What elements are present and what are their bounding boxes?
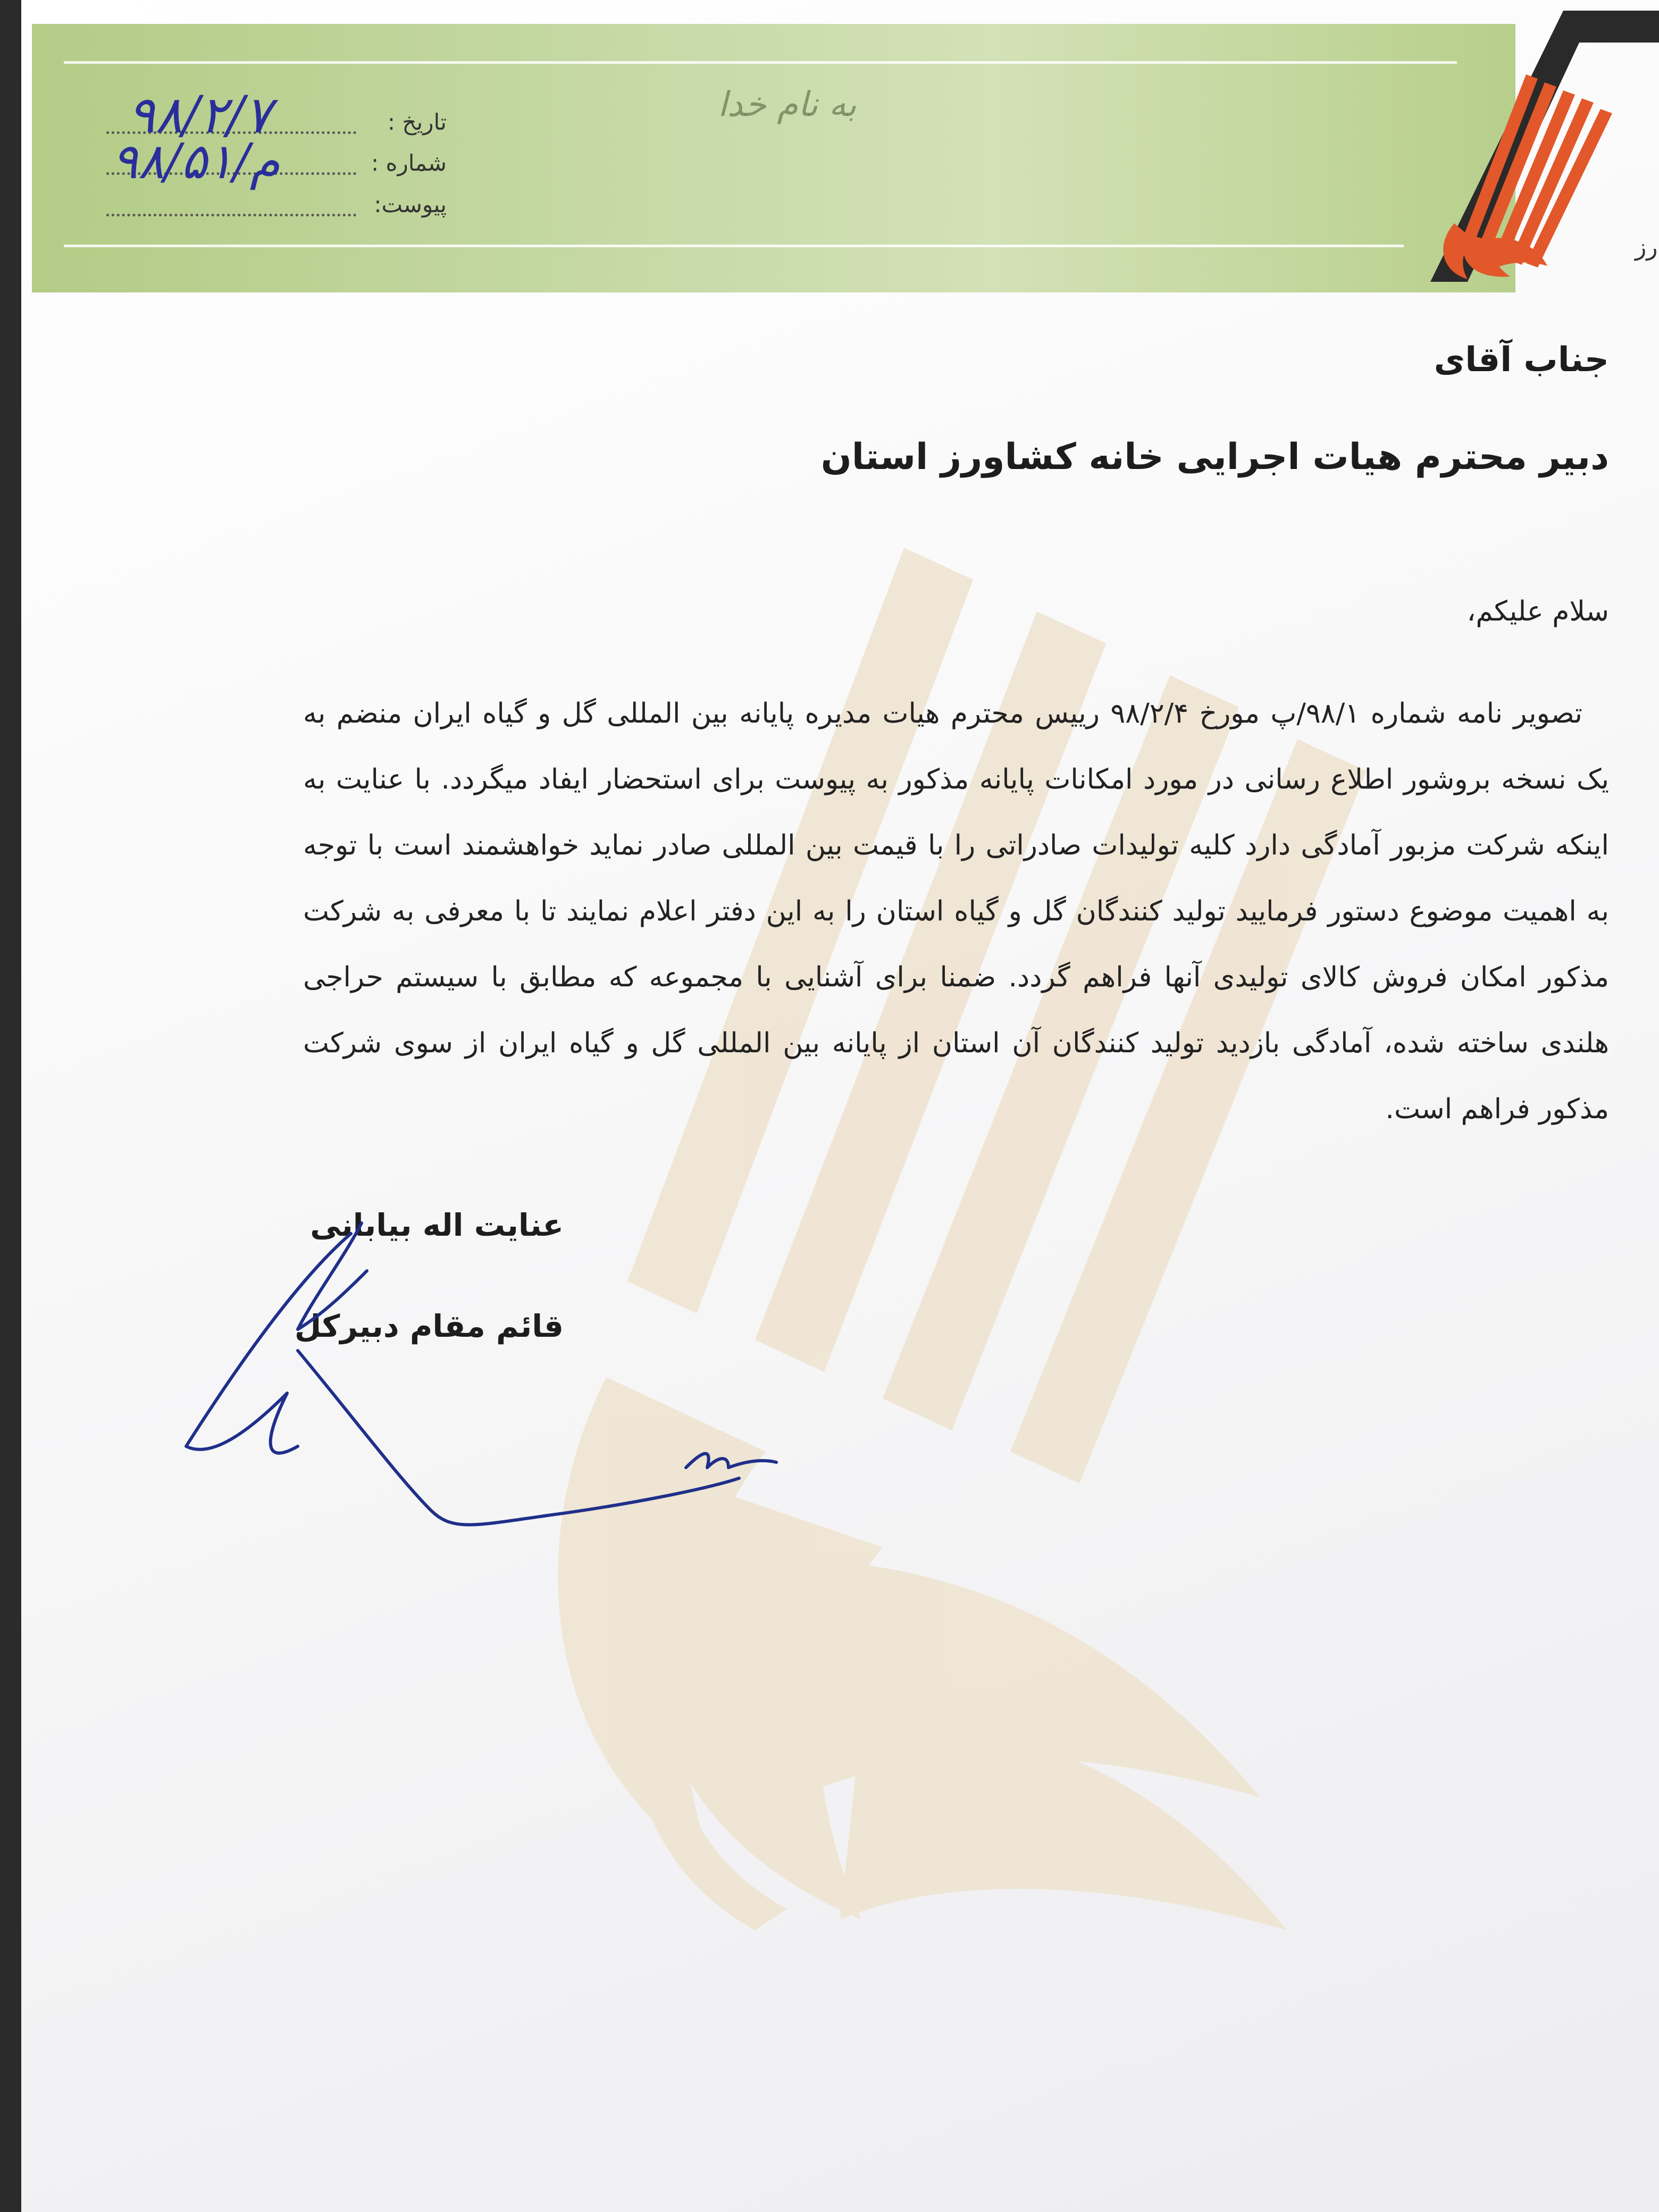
signatory-title: قائم مقام دبیرکل [294, 1308, 564, 1344]
header-divider-top [64, 61, 1457, 64]
attachment-label: پیوست: [374, 191, 447, 217]
date-label: تاریخ : [387, 109, 447, 135]
signatory-name: عنایت اله بیابانی [310, 1207, 564, 1243]
bismillah: به نام خدا [718, 85, 857, 124]
addressee-title: دبیر محترم هیات اجرایی خانه کشاورز استان [820, 436, 1609, 478]
logo-edge-text: رز [1635, 234, 1658, 261]
attachment-field [106, 191, 447, 229]
handwritten-date: ۹۸/۲/۷ [128, 85, 272, 145]
greeting: سلام علیکم، [1467, 596, 1609, 627]
letter-page [21, 0, 1659, 2212]
addressee: جناب آقای [1434, 340, 1609, 380]
handwritten-number: ۹۸/۵۱/م [112, 133, 280, 190]
letter-body: تصویر نامه شماره ۹۸/۱/پ مورخ ۹۸/۲/۴ رییس محترم هیات مدیره پایانه بین المللی گل و گیاه ایران منضم به یک نسخه بروشور اطلاع رسانی در مورد امکانات پایانه مذکور به پیوست برای استحضار ایفاد میگردد. با عنایت به اینکه شرکت مزبور آمادگی دارد کلیه تولیدات صادراتی را با قیمت بین المللی صادر نماید خواهشمند است با توجه به اهمیت موضوع دستور فرمایید تولید کنندگان گل و گیاه استان را به این دفتر اعلام نمایند تا با معرفی به شرکت مذکور امکان فروش کالای تولیدی آنها فراهم گردد. ضمنا برای آشنایی با مجموعه که مطابق با سیستم حراجی هلندی ساخته شده، آمادگی بازدید تولید کنندگان آن استان از پایانه بین المللی گل و گیاه ایران از سوی شرکت مذکور فراهم است. [303, 698, 1609, 1125]
number-label: شماره : [371, 150, 447, 176]
header-divider-bottom [64, 245, 1404, 247]
handwritten-signature [175, 1191, 867, 1553]
attachment-dotted-line [106, 214, 356, 216]
wheat-logo-icon [1404, 11, 1659, 287]
